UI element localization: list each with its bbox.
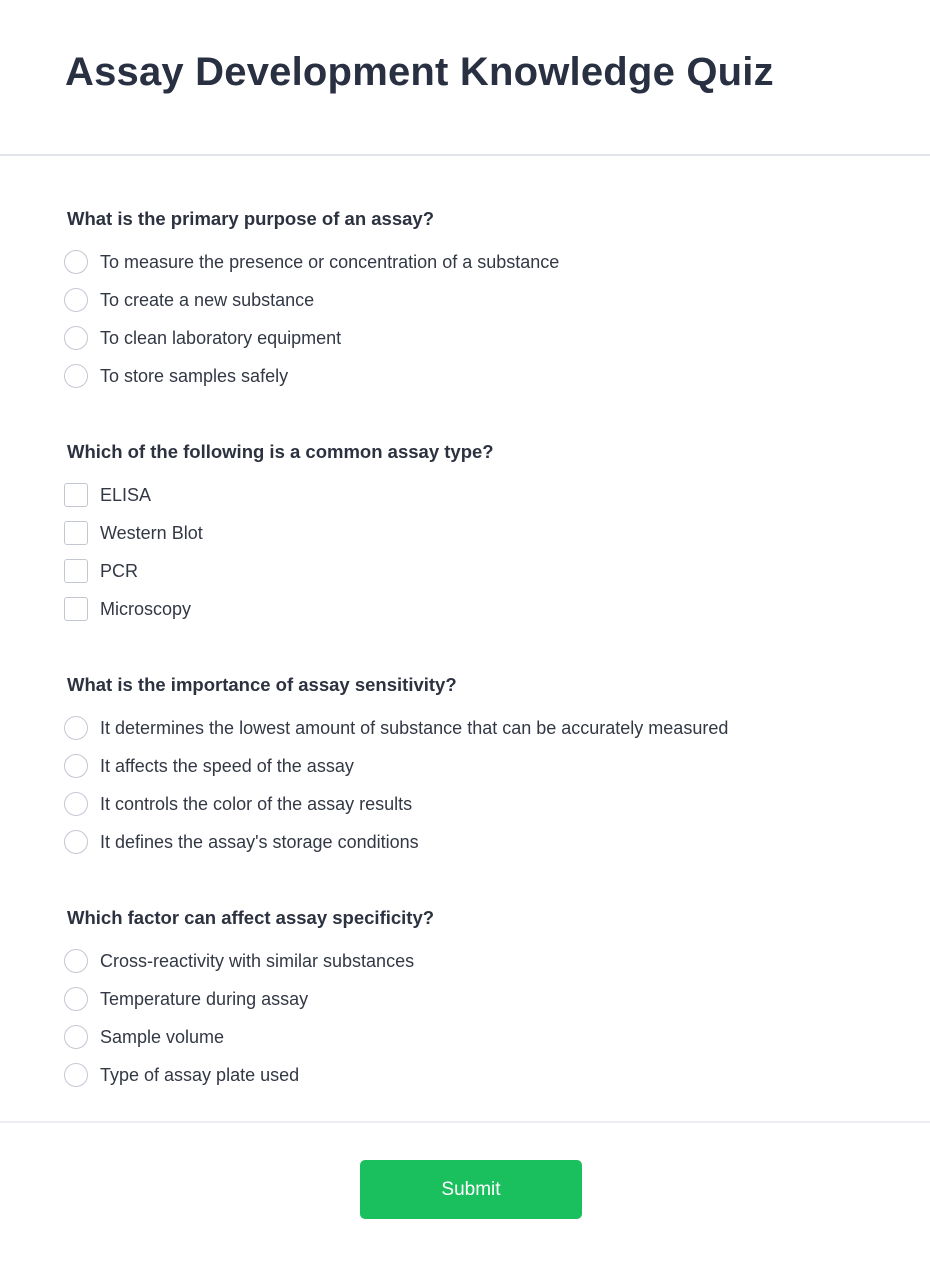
option-label: It determines the lowest amount of substance that can be accurately measured xyxy=(100,717,729,738)
question-4 xyxy=(0,905,930,1094)
submit-button[interactable]: Submit xyxy=(360,1160,582,1219)
option-label: Type of assay plate used xyxy=(100,1064,300,1085)
option-label: To create a new substance xyxy=(100,289,315,310)
option-label: ELISA xyxy=(100,484,152,505)
option-label: PCR xyxy=(100,560,139,581)
option-label: Cross-reactivity with similar substances xyxy=(100,950,415,971)
question-1 xyxy=(0,206,930,395)
option-label: It affects the speed of the assay xyxy=(100,755,354,776)
checkbox[interactable] xyxy=(64,483,88,507)
radio-button[interactable] xyxy=(64,1063,88,1087)
radio-option[interactable] xyxy=(0,1056,930,1094)
question-2 xyxy=(0,439,930,628)
radio-option[interactable] xyxy=(0,823,930,861)
checkbox[interactable] xyxy=(64,521,88,545)
radio-option[interactable] xyxy=(0,319,930,357)
option-label: It controls the color of the assay results xyxy=(100,793,413,814)
checkbox[interactable] xyxy=(64,597,88,621)
checkbox-option[interactable] xyxy=(0,590,930,628)
checkbox[interactable] xyxy=(64,559,88,583)
quiz-footer xyxy=(0,1123,930,1219)
option-label: To clean laboratory equipment xyxy=(100,327,342,348)
radio-button[interactable] xyxy=(64,987,88,1011)
checkbox-option[interactable] xyxy=(0,552,930,590)
radio-button[interactable] xyxy=(64,754,88,778)
radio-button[interactable] xyxy=(64,326,88,350)
radio-button[interactable] xyxy=(64,1025,88,1049)
option-label: To measure the presence or concentration of a substance xyxy=(100,251,560,272)
checkbox-option[interactable] xyxy=(0,476,930,514)
quiz-questions xyxy=(0,156,930,1123)
radio-option[interactable] xyxy=(0,1018,930,1056)
radio-option[interactable] xyxy=(0,243,930,281)
radio-option[interactable] xyxy=(0,785,930,823)
option-label: To store samples safely xyxy=(100,365,289,386)
radio-option[interactable] xyxy=(0,942,930,980)
radio-option[interactable] xyxy=(0,357,930,395)
radio-option[interactable] xyxy=(0,747,930,785)
question-heading: Which of the following is a common assay type? xyxy=(67,441,494,462)
option-label: Sample volume xyxy=(100,1026,225,1047)
radio-button[interactable] xyxy=(64,792,88,816)
radio-button[interactable] xyxy=(64,949,88,973)
quiz-header xyxy=(0,0,930,156)
checkbox-option[interactable] xyxy=(0,514,930,552)
option-label: Temperature during assay xyxy=(100,988,309,1009)
question-heading: Which factor can affect assay specificity? xyxy=(67,907,435,928)
question-heading: What is the importance of assay sensitivity? xyxy=(67,674,457,695)
page-title: Assay Development Knowledge Quiz xyxy=(65,50,774,94)
radio-button[interactable] xyxy=(64,830,88,854)
radio-button[interactable] xyxy=(64,288,88,312)
option-label: Western Blot xyxy=(100,522,203,543)
radio-option[interactable] xyxy=(0,281,930,319)
option-label: Microscopy xyxy=(100,598,192,619)
question-3 xyxy=(0,672,930,861)
radio-button[interactable] xyxy=(64,364,88,388)
radio-button[interactable] xyxy=(64,250,88,274)
question-heading: What is the primary purpose of an assay? xyxy=(67,208,435,229)
radio-button[interactable] xyxy=(64,716,88,740)
option-label: It defines the assay's storage conditions xyxy=(100,831,419,852)
radio-option[interactable] xyxy=(0,709,930,747)
radio-option[interactable] xyxy=(0,980,930,1018)
